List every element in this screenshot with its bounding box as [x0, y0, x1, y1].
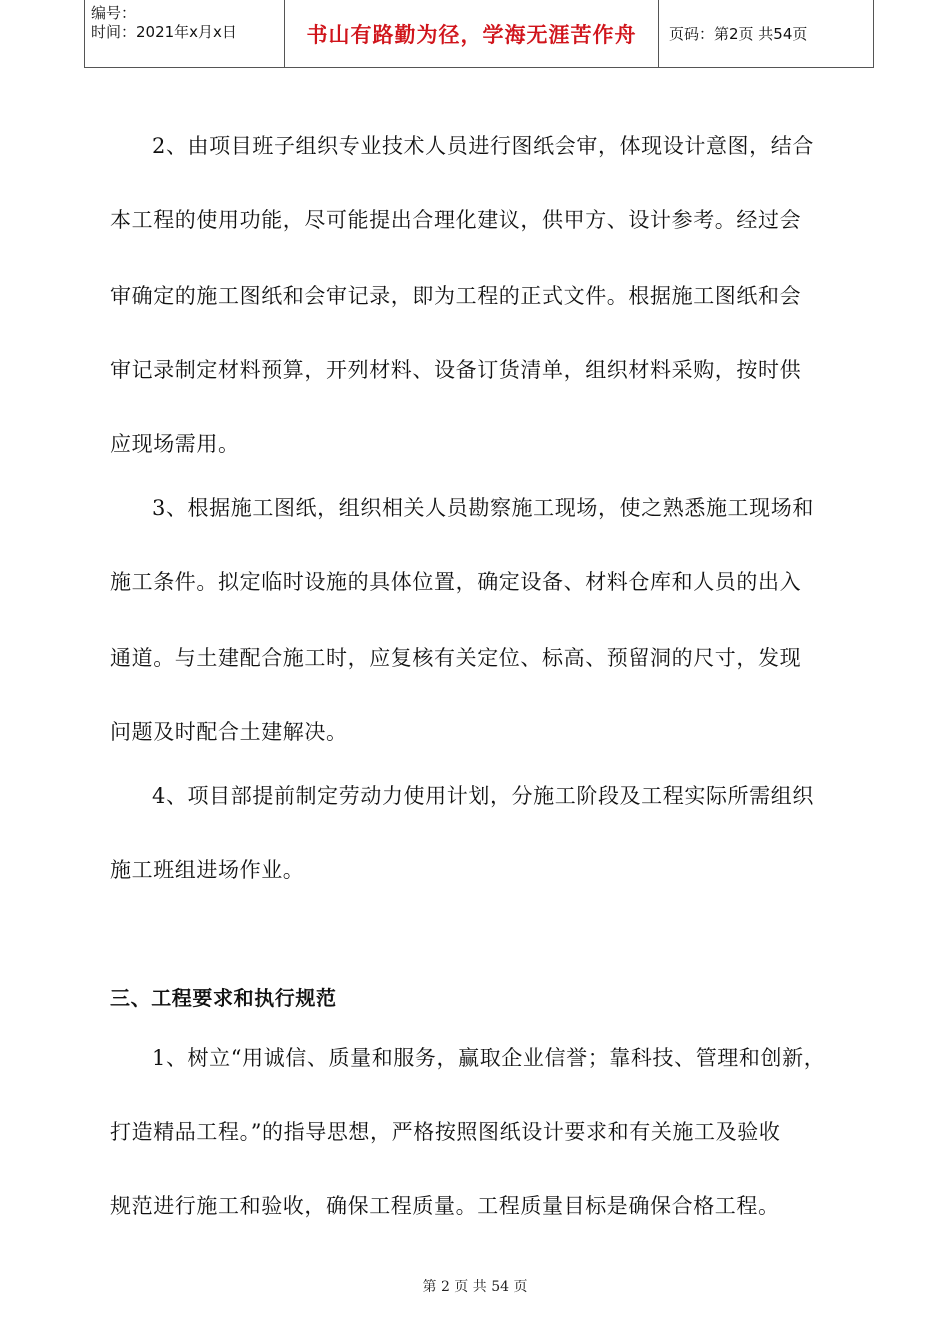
page-header: [84, 0, 874, 68]
body-line: 审记录制定材料预算，开列材料、设备订货清单，组织材料采购，按时供: [110, 358, 802, 382]
document-number-label: 编号：: [91, 4, 137, 22]
body-line: 审确定的施工图纸和会审记录，即为工程的正式文件。根据施工图纸和会: [110, 284, 802, 308]
section-line: 打造精品工程。”的指导思想，严格按照图纸设计要求和有关施工及验收: [110, 1120, 781, 1144]
body-line: 应现场需用。: [110, 432, 240, 456]
header-motto: 书山有路勤为径，学海无涯苦作舟: [285, 0, 659, 67]
body-line: 4、项目部提前制定劳动力使用计划，分施工阶段及工程实际所需组织: [152, 784, 814, 808]
body-line: 施工班组进场作业。: [110, 858, 305, 882]
body-line: 施工条件。拟定临时设施的具体位置，确定设备、材料仓库和人员的出入: [110, 570, 802, 594]
header-page-info: 页码：第2页 共54页: [669, 25, 808, 43]
section-line: 规范进行施工和验收，确保工程质量。工程质量目标是确保合格工程。: [110, 1194, 780, 1218]
body-line: 2、由项目班子组织专业技术人员进行图纸会审，体现设计意图，结合: [152, 134, 814, 158]
body-line: 通道。与土建配合施工时，应复核有关定位、标高、预留洞的尺寸，发现: [110, 646, 802, 670]
section-line: 1、树立“用诚信、质量和服务，赢取企业信誉；靠科技、管理和创新，: [152, 1046, 826, 1070]
body-line: 3、根据施工图纸，组织相关人员勘察施工现场，使之熟悉施工现场和: [152, 496, 814, 520]
header-meta: [85, 0, 285, 67]
body-line: 本工程的使用功能，尽可能提出合理化建议，供甲方、设计参考。经过会: [110, 208, 802, 232]
page-footer: 第 2 页 共 54 页: [422, 1279, 528, 1295]
document-date: 时间：2021年x月x日: [91, 23, 237, 41]
section-heading: 三、工程要求和执行规范: [110, 986, 337, 1010]
body-line: 问题及时配合土建解决。: [110, 720, 348, 744]
